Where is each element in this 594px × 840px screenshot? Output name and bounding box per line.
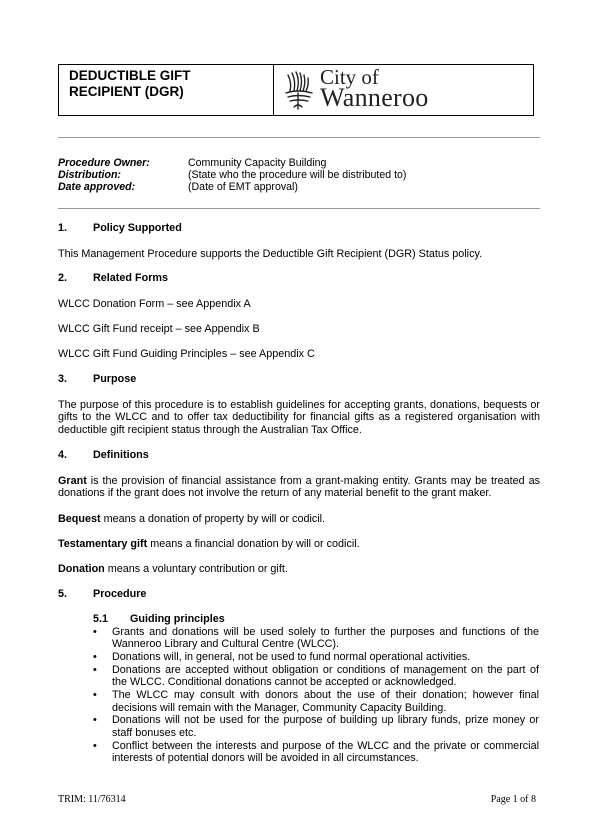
section-heading-policy-supported <box>58 222 182 235</box>
title-line-1: DEDUCTIBLE GIFT <box>69 68 191 83</box>
section-title: Policy Supported <box>93 222 182 234</box>
subsection-number: 5.1 <box>93 613 109 625</box>
definition-text: means a financial donation by will or codicil. <box>147 538 360 550</box>
definition-term: Bequest <box>58 513 101 525</box>
meta-key: Procedure Owner: <box>58 157 150 169</box>
definition-term: Testamentary gift <box>58 538 148 550</box>
logo-text-wanneroo: Wanneroo <box>320 83 429 112</box>
section-number: 3. <box>58 373 68 385</box>
definition-donation <box>58 563 540 575</box>
list-item: • The WLCC may consult with donors about the use of their donation; however final decisions will remain with the Manager, Community Capacity Building. <box>93 689 539 714</box>
subsection-title: Guiding principles <box>130 613 225 625</box>
subsection-heading-guiding-principles <box>93 613 225 626</box>
banksia-flower-logo-icon <box>282 69 316 111</box>
meta-value: (State who the procedure will be distributed to) <box>188 169 407 181</box>
document-title <box>59 65 274 115</box>
list-item: • Donations are accepted without obligation or conditions of management on the part of the WLCC. Conditional donations cannot be accepted or acknowledged. <box>93 664 539 689</box>
procedure-meta-table <box>58 157 538 193</box>
meta-value: (Date of EMT approval) <box>188 181 298 193</box>
purpose-text: The purpose of this procedure is to establish guidelines for accepting grants, donations, bequests or gifts to the WLCC and to offer tax deductibility for financial gifts as a registered organisation with deductible gift recipient status through the Australian Tax Office. <box>58 399 540 436</box>
definition-bequest <box>58 513 540 525</box>
section-heading-definitions <box>58 449 149 462</box>
document-header-box <box>58 64 534 116</box>
list-item: • Donations will, in general, not be used to fund normal operational activities. <box>93 651 539 663</box>
section-heading-purpose <box>58 373 136 386</box>
section-heading-related-forms <box>58 272 168 285</box>
list-item: • Donations will not be used for the purpose of building up library funds, prize money or staff bonuses etc. <box>93 714 539 739</box>
meta-row-distribution <box>58 169 538 181</box>
related-form-item: WLCC Gift Fund receipt – see Appendix B <box>58 323 260 335</box>
definition-text: is the provision of financial assistance from a grant-making entity. Grants may be treated as donations if the grant does not involve the return of any material benefit to the grant maker. <box>58 475 540 500</box>
meta-key: Distribution: <box>58 169 121 181</box>
divider-top <box>58 137 540 138</box>
title-line-2: RECIPIENT (DGR) <box>69 84 184 99</box>
meta-row-owner <box>58 157 538 169</box>
definition-text: means a voluntary contribution or gift. <box>104 563 288 575</box>
related-form-item: WLCC Donation Form – see Appendix A <box>58 298 251 310</box>
meta-value: Community Capacity Building <box>188 157 327 169</box>
guiding-principles-list <box>93 626 539 765</box>
related-form-item: WLCC Gift Fund Guiding Principles – see Appendix C <box>58 348 315 360</box>
definition-testamentary-gift <box>58 538 540 550</box>
list-item: • Conflict between the interests and purpose of the WLCC and the private or commercial interests of potential donors will be avoided in all circumstances. <box>93 740 539 765</box>
meta-row-date-approved <box>58 181 538 193</box>
footer-trim-reference: TRIM: 11/76314 <box>58 794 126 805</box>
section-number: 2. <box>58 272 68 284</box>
section-title: Related Forms <box>93 272 168 284</box>
divider-meta <box>58 208 540 209</box>
definition-term: Donation <box>58 563 105 575</box>
city-of-wanneroo-logo <box>274 65 533 115</box>
section-title: Procedure <box>93 588 147 600</box>
meta-key: Date approved: <box>58 181 136 193</box>
section-title: Purpose <box>93 373 137 385</box>
definition-term: Grant <box>58 475 87 487</box>
section-number: 4. <box>58 449 68 461</box>
logo-text-city-of: City of <box>320 65 379 89</box>
section-heading-procedure <box>58 588 146 601</box>
footer-page-number: Page 1 of 8 <box>490 794 536 805</box>
section-number: 5. <box>58 588 68 600</box>
definition-text: means a donation of property by will or codicil. <box>100 513 326 525</box>
section-title: Definitions <box>93 449 149 461</box>
policy-supported-text: This Management Procedure supports the Deductible Gift Recipient (DGR) Status policy. <box>58 248 483 260</box>
section-number: 1. <box>58 222 68 234</box>
list-item: • Grants and donations will be used solely to further the purposes and functions of the Wanneroo Library and Cultural Centre (WLCC). <box>93 626 539 651</box>
definition-grant <box>58 475 540 500</box>
